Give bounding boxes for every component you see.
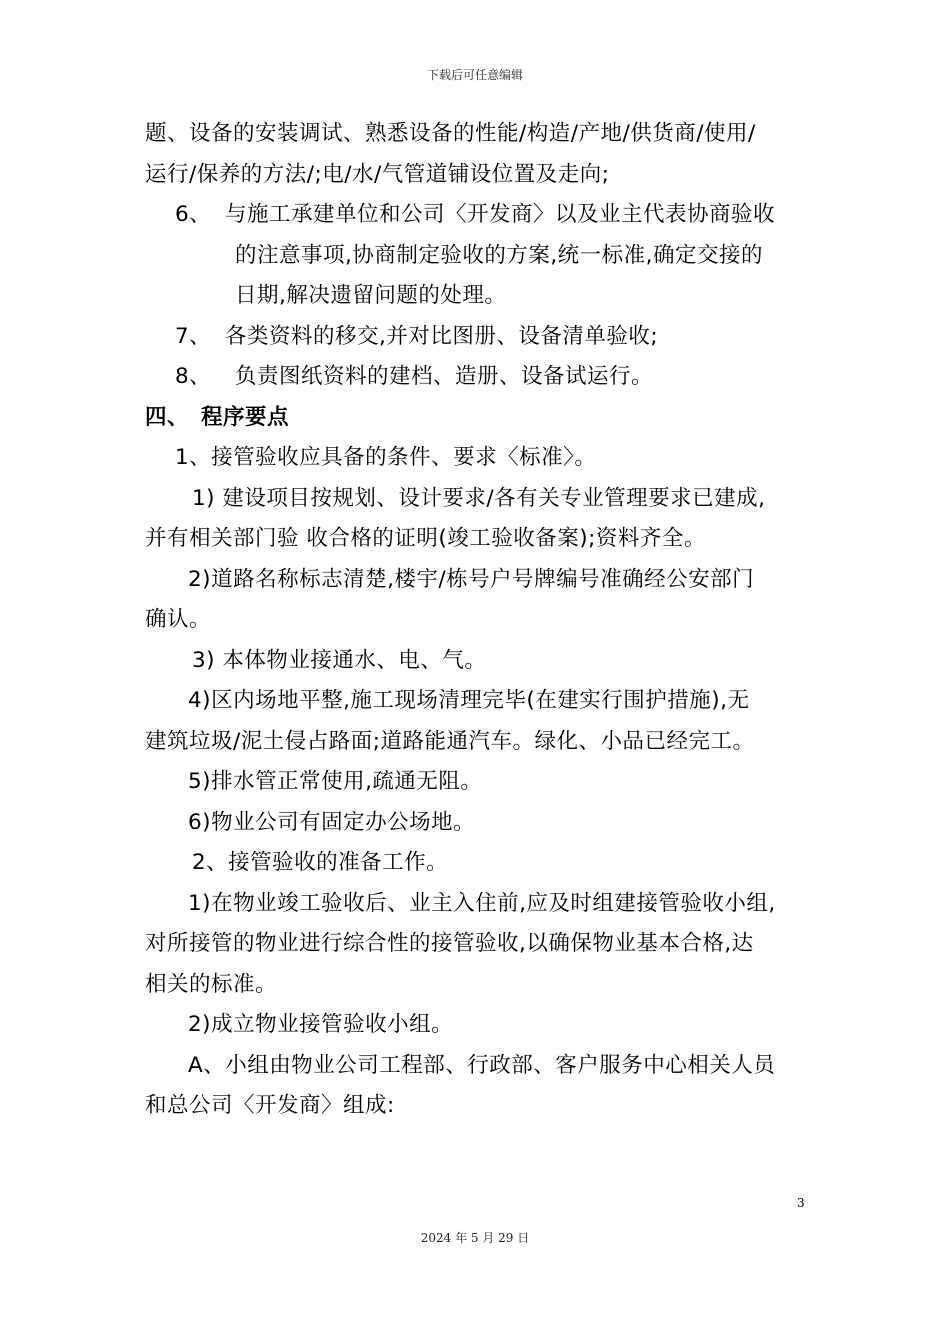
section-heading (145, 398, 810, 439)
paragraph-line: 题、设备的安装调试、熟悉设备的性能/构造/产地/供货商/使用/ (145, 121, 756, 146)
paragraph-line: 日期,解决遗留问题的处理。 (235, 283, 507, 308)
list-number: 7、 (175, 323, 212, 349)
section-title: 程序要点 (201, 404, 290, 430)
paragraph-line: 并有相关部门验 收合格的证明(竣工验收备案);资料齐全。 (145, 526, 706, 551)
list-item-text: 各类资料的移交,并对比图册、设备清单验收; (225, 323, 659, 349)
paragraph-line: 1) 建设项目按规划、设计要求/各有关专业管理要求已建成, (192, 485, 766, 511)
paragraph-line: 相关的标准。 (145, 971, 278, 997)
page-header: 下载后可任意编辑 (426, 68, 523, 82)
paragraph-line: 确认。 (145, 607, 212, 632)
paragraph-line: 5)排水管正常使用,疏通无阻。 (188, 769, 483, 794)
paragraph-line: 2)成立物业接管验收小组。 (188, 1012, 454, 1037)
paragraph-line: 对所接管的物业进行综合性的接管验收,以确保物业基本合格,达 (145, 931, 754, 956)
paragraph-line: 运行/保养的方法/;电/水/气管道铺设位置及走向; (145, 161, 610, 187)
paragraph-line: 6)物业公司有固定办公场地。 (188, 809, 476, 835)
section-number: 四、 (145, 404, 190, 430)
list-item-8 (145, 357, 810, 398)
page-number: 3 (797, 1196, 805, 1210)
paragraph-line: 1)在物业竣工验收后、业主入住前,应及时组建接管验收小组, (188, 890, 776, 916)
paragraph-line: 的注意事项,协商制定验收的方案,统一标准,确定交接的 (235, 242, 764, 268)
paragraph-line: 和总公司〈开发商〉组成: (145, 1093, 395, 1118)
list-item-6 (145, 195, 810, 236)
list-item-text: 与施工承建单位和公司〈开发商〉以及业主代表协商验收 (225, 202, 776, 227)
page-footer-date: 2024 年 5 月 29 日 (420, 1231, 530, 1245)
paragraph-line: 建筑垃圾/泥土侵占路面;道路能通汽车。绿化、小品已经完工。 (145, 728, 755, 754)
paragraph-line: 3) 本体物业接通水、电、气。 (192, 647, 487, 673)
list-item-text: 负责图纸资料的建档、造册、设备试运行。 (235, 364, 654, 389)
paragraph-line: 2)道路名称标志清楚,楼宇/栋号户号牌编号准确经公安部门 (188, 566, 755, 592)
list-number: 8、 (175, 364, 212, 389)
subsection-heading: 1、接管验收应具备的条件、要求〈标准〉。 (175, 445, 597, 470)
paragraph-line: A、小组由物业公司工程部、行政部、客户服务中心相关人员 (188, 1052, 776, 1078)
paragraph-line: 4)区内场地平整,施工现场清理完毕(在建实行围护措施),无 (188, 688, 750, 713)
subsection-heading: 2、接管验收的准备工作。 (192, 850, 449, 875)
list-item-7 (145, 317, 810, 358)
document-body (145, 114, 810, 1127)
list-number: 6、 (175, 202, 212, 227)
